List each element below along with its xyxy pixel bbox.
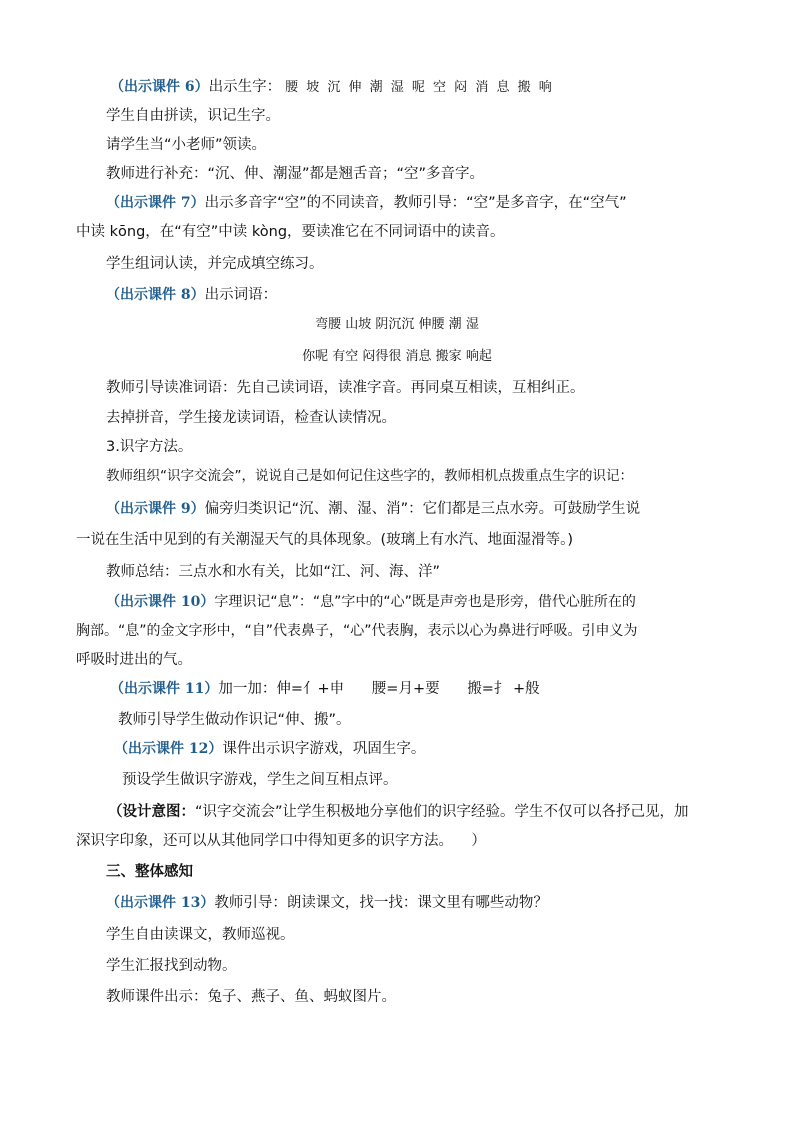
courseware-12-line	[114, 739, 425, 759]
paragraph-line: 呼吸时进出的气。	[76, 652, 192, 668]
paragraph-line: 预设学生做识字游戏，学生之间互相点评。	[122, 772, 398, 788]
line-text: 出示词语：	[204, 287, 278, 303]
design-intent-label: （设计意图：	[108, 804, 195, 820]
paragraph-line: 教师进行补充：“沉、伸、潮湿”都是翘舌音；“空”多音字。	[106, 166, 485, 182]
line-text: 字理识记“息”：“息”字中的“心”既是声旁也是形旁，借代心脏所在的	[214, 594, 636, 610]
courseware-tag: （出示课件 8）	[106, 287, 205, 303]
courseware-tag: （出示课件 6）	[110, 79, 209, 95]
word-list-row-2: 你呢 有空 闷得很 消息 搬家 响起	[302, 349, 492, 364]
design-intent-line	[108, 802, 689, 822]
paragraph-line: 教师总结：三点水和水有关，比如“江、河、海、洋”	[106, 564, 441, 580]
paragraph-line: 中读 kōng，在“有空”中读 kòng，要读准它在不同词语中的读音。	[76, 224, 505, 240]
courseware-tag: （出示课件 12）	[114, 741, 223, 757]
paragraph-line: 教师引导学生做动作识记“伸、搬”。	[118, 712, 351, 728]
courseware-7-line	[106, 193, 627, 213]
line-text: 加一加：伸=亻+申 腰=月+要 搬=扌 +般	[218, 681, 540, 697]
section-heading-3: 3.识字方法。	[106, 439, 193, 455]
courseware-10-line	[106, 592, 636, 612]
courseware-6-line	[110, 77, 554, 98]
courseware-tag: （出示课件 11）	[110, 681, 219, 697]
paragraph-line: 深识字印象，还可以从其他同学口中得知更多的识字方法。 ）	[76, 833, 486, 849]
courseware-tag: （出示课件 10）	[106, 594, 215, 610]
line-text: 出示生字：	[208, 79, 282, 95]
paragraph-line: 请学生当“小老师”领读。	[106, 137, 267, 153]
paragraph-line: 教师课件出示：兔子、燕子、鱼、蚂蚁图片。	[106, 989, 396, 1005]
paragraph-line: 学生汇报找到动物。	[106, 958, 237, 974]
line-text: 出示多音字“空”的不同读音，教师引导：“空”是多音字，在“空气”	[204, 195, 627, 211]
section-heading-overall: 三、整体感知	[106, 864, 193, 880]
paragraph-line: 学生组词认读，并完成填空练习。	[106, 256, 324, 272]
paragraph-line: 教师引导读准词语：先自己读词语，读准字音。再同桌互相读，互相纠正。	[106, 380, 585, 396]
paragraph-line: 学生自由读课文，教师巡视。	[106, 927, 295, 943]
courseware-tag: （出示课件 13）	[106, 895, 215, 911]
paragraph-line: 教师组织“识字交流会”，说说自己是如何记住这些字的，教师相机点拨重点生字的识记：	[106, 468, 633, 484]
courseware-tag: （出示课件 9）	[106, 501, 205, 517]
courseware-8-line	[106, 285, 277, 305]
line-text: 教师引导：朗读课文，找一找：课文里有哪些动物？	[214, 895, 548, 911]
line-text: “识字交流会”让学生积极地分享他们的识字经验。学生不仅可以各抒己见，加	[195, 804, 689, 820]
courseware-9-line	[106, 499, 640, 519]
word-list-row-1: 弯腰 山坡 阴沉沉 伸腰 潮 湿	[315, 317, 479, 332]
line-text: 偏旁归类识记“沉、潮、湿、消”：它们都是三点水旁。可鼓励学生说	[204, 501, 641, 517]
courseware-13-line	[106, 893, 548, 913]
line-text: 课件出示识字游戏，巩固生字。	[222, 741, 426, 757]
courseware-tag: （出示课件 7）	[106, 195, 205, 211]
paragraph-line: 一说在生活中见到的有关潮湿天气的具体现象。(玻璃上有水汽、地面湿滑等。)	[76, 532, 574, 548]
character-list: 腰 坡 沉 伸 潮 湿 呢 空 闷 消 息 搬 响	[285, 80, 554, 95]
courseware-11-line	[110, 679, 540, 699]
paragraph-line: 学生自由拼读，识记生字。	[106, 108, 280, 124]
paragraph-line: 去掉拼音，学生接龙读词语，检查认读情况。	[106, 410, 396, 426]
paragraph-line: 胸部。“息”的金文字形中，“自”代表鼻子，“心”代表胸，表示以心为鼻进行呼吸。引申义为	[76, 623, 638, 639]
